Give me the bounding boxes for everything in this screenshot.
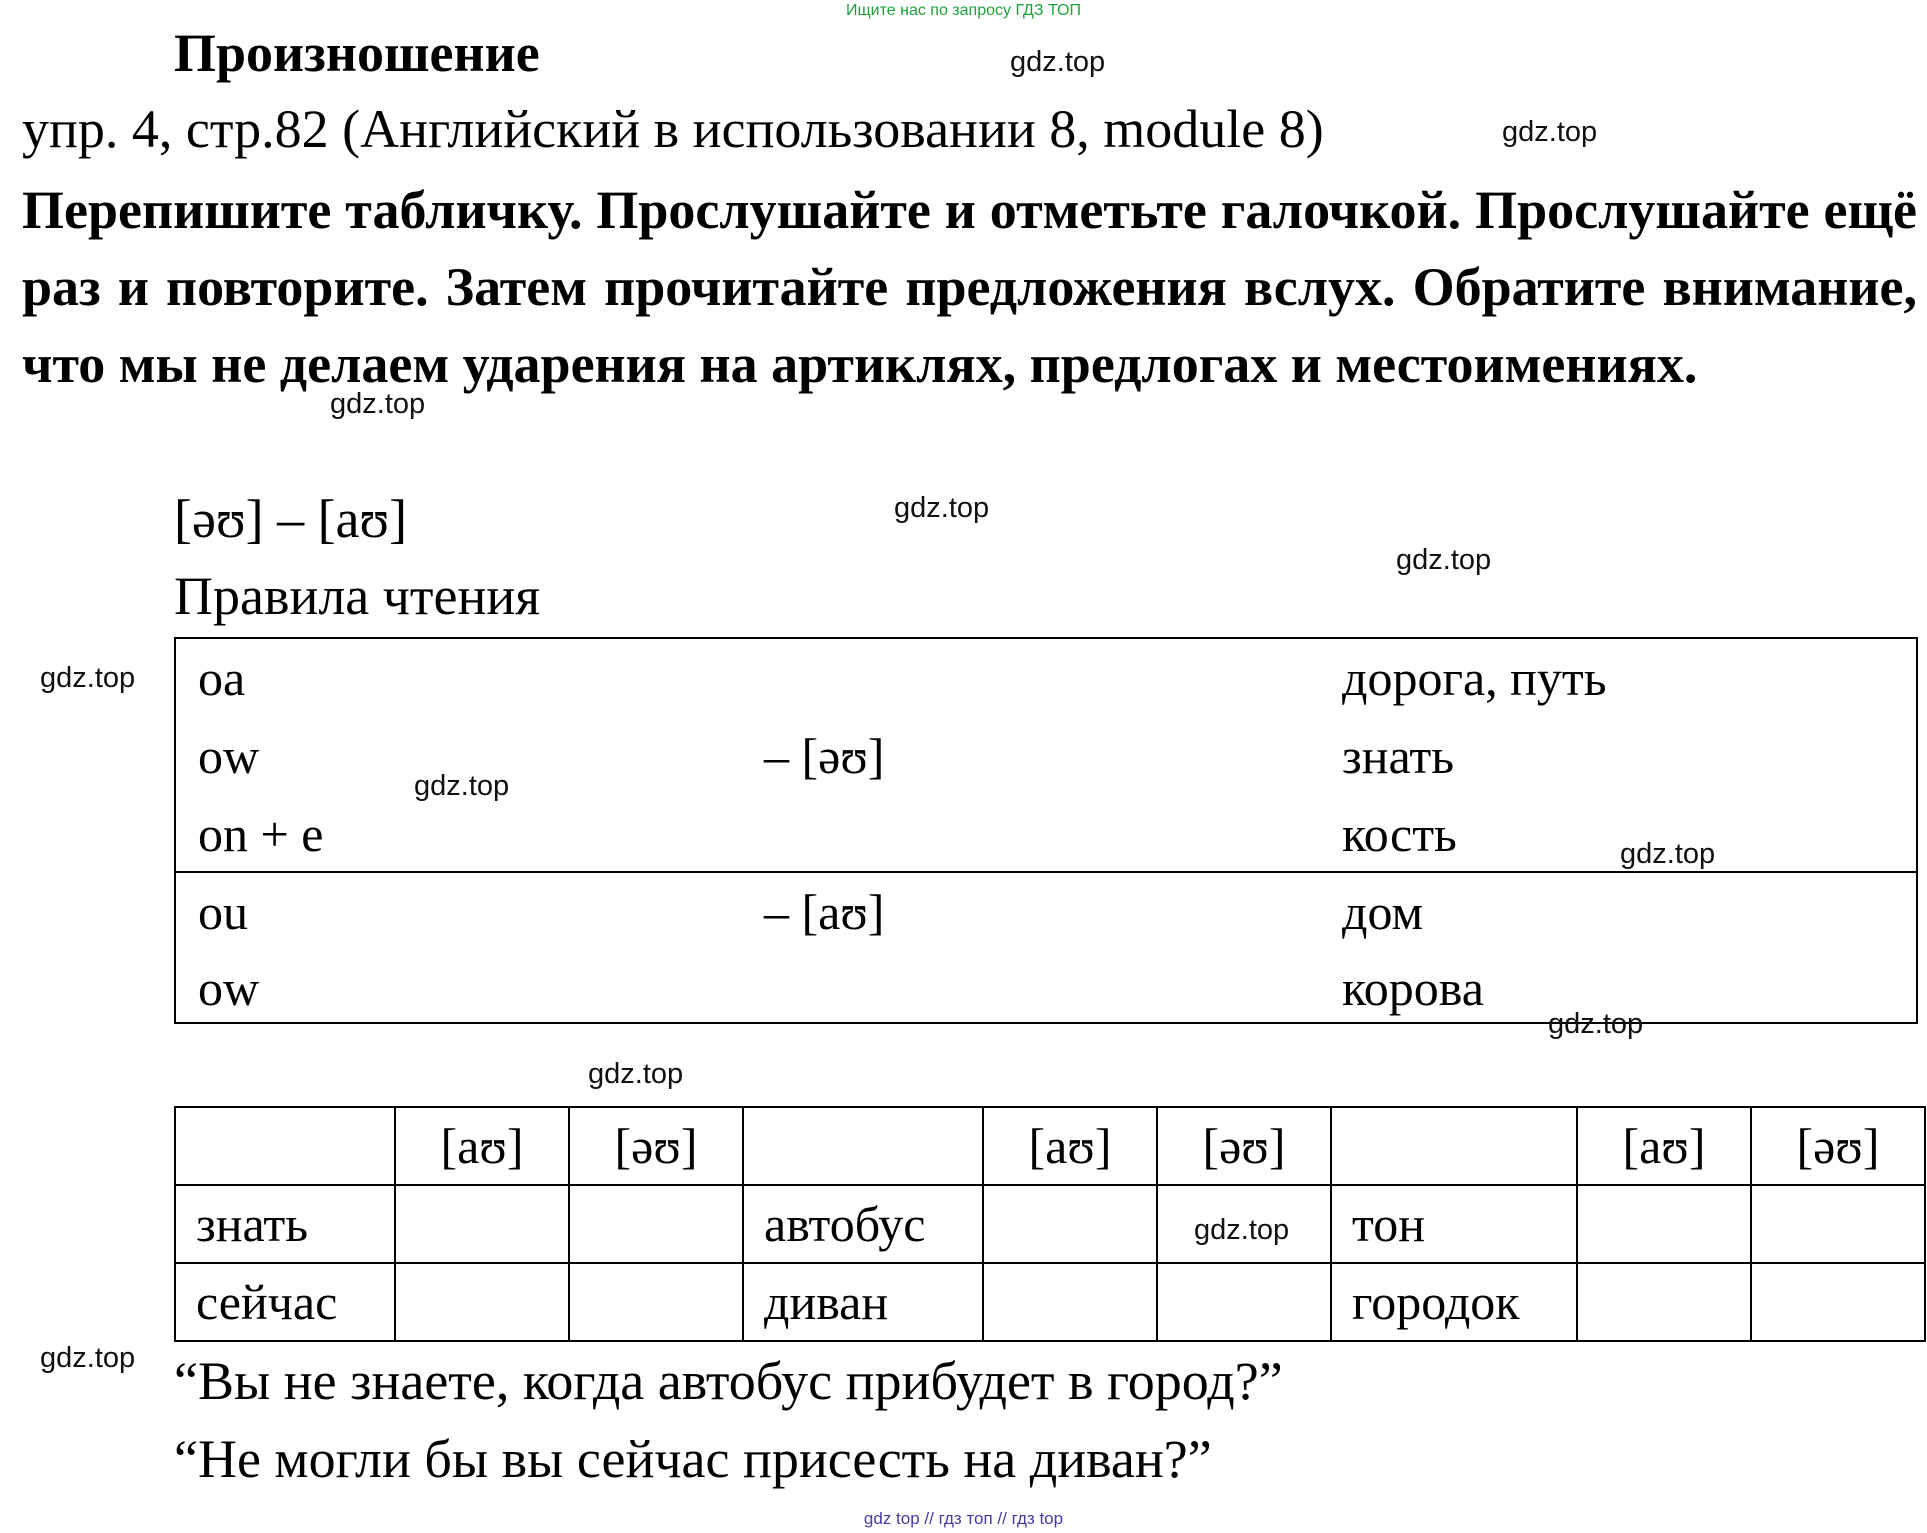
example-know: знать <box>1342 728 1455 784</box>
watermark: gdz.top <box>330 388 426 420</box>
watermark: gdz.top <box>894 492 990 524</box>
table-cell: [aʊ] <box>1577 1107 1751 1185</box>
table-cell: тон <box>1331 1185 1577 1263</box>
watermark: gdz.top <box>1502 116 1598 148</box>
spelling-ou: ou <box>198 884 248 940</box>
table-cell: сейчас <box>175 1263 395 1341</box>
example-bone: кость <box>1342 806 1457 862</box>
top-banner: Ищите нас по запросу ГДЗ ТОП <box>846 2 1081 19</box>
page-title: Произношение <box>174 23 540 83</box>
table-cell: [əʊ] <box>1751 1107 1925 1185</box>
table-cell: [aʊ] <box>395 1107 569 1185</box>
table-cell <box>1577 1263 1751 1341</box>
watermark: gdz.top <box>1548 1008 1644 1040</box>
table-row <box>175 1263 1925 1341</box>
watermark: gdz.top <box>588 1058 684 1090</box>
table-cell: городок <box>1331 1263 1577 1341</box>
table-cell <box>1577 1185 1751 1263</box>
watermark: gdz.top <box>1620 838 1716 870</box>
watermark: gdz.top <box>1396 544 1492 576</box>
spelling-oa: oa <box>198 650 246 706</box>
reading-rules-title: Правила чтения <box>174 566 541 626</box>
table-cell <box>983 1185 1157 1263</box>
sound-check-table <box>174 1106 1926 1342</box>
table-cell <box>1751 1263 1925 1341</box>
table-cell <box>983 1263 1157 1341</box>
table-cell: знать <box>175 1185 395 1263</box>
task-instructions: Перепишите табличку. Прослушайте и отметьте галочкой. Прослушайте ещё раз и повторите. Затем прочитайте предложения вслух. Обратите внимание, что мы не делаем ударения на артиклях, предлогах и местоимениях. <box>22 180 1917 394</box>
exercise-reference: упр. 4, стр.82 (Английский в использовании 8, module 8) <box>22 99 1324 159</box>
table-cell <box>395 1263 569 1341</box>
table-cell <box>569 1185 743 1263</box>
reading-rules-table <box>174 637 1918 1024</box>
sounds-heading: [əʊ] – [aʊ] <box>174 489 408 549</box>
footer-links: gdz top // гдз топ // гдз top <box>863 1509 1064 1528</box>
sentence-2: “Не могли бы вы сейчас присесть на диван?” <box>174 1429 1212 1489</box>
rules-divider <box>176 871 1916 873</box>
example-cow: корова <box>1342 960 1484 1016</box>
table-cell <box>175 1107 395 1185</box>
table-cell <box>1751 1185 1925 1263</box>
table-cell: [aʊ] <box>983 1107 1157 1185</box>
table-cell <box>1331 1107 1577 1185</box>
watermark: gdz.top <box>1194 1214 1290 1246</box>
sound-ou: – [əʊ] <box>764 728 885 784</box>
table-cell: [əʊ] <box>569 1107 743 1185</box>
table-cell: [əʊ] <box>1157 1107 1331 1185</box>
watermark: gdz.top <box>1010 46 1106 78</box>
sentence-1: “Вы не знаете, когда автобус прибудет в город?” <box>174 1351 1283 1411</box>
spelling-ow: ow <box>198 728 260 784</box>
table-cell <box>743 1107 983 1185</box>
sound-au: – [aʊ] <box>764 884 885 940</box>
table-row <box>175 1185 1925 1263</box>
table-header-row <box>175 1107 1925 1185</box>
example-road: дорога, путь <box>1342 650 1607 706</box>
watermark: gdz.top <box>40 662 136 694</box>
table-cell: диван <box>743 1263 983 1341</box>
table-cell <box>1157 1263 1331 1341</box>
table-cell <box>569 1263 743 1341</box>
watermark: gdz.top <box>40 1342 136 1374</box>
table-cell: автобус <box>743 1185 983 1263</box>
watermark: gdz.top <box>414 770 510 802</box>
example-house: дом <box>1342 884 1424 940</box>
table-cell <box>395 1185 569 1263</box>
spelling-ow-2: ow <box>198 960 260 1016</box>
spelling-on-e: on + e <box>198 806 324 862</box>
